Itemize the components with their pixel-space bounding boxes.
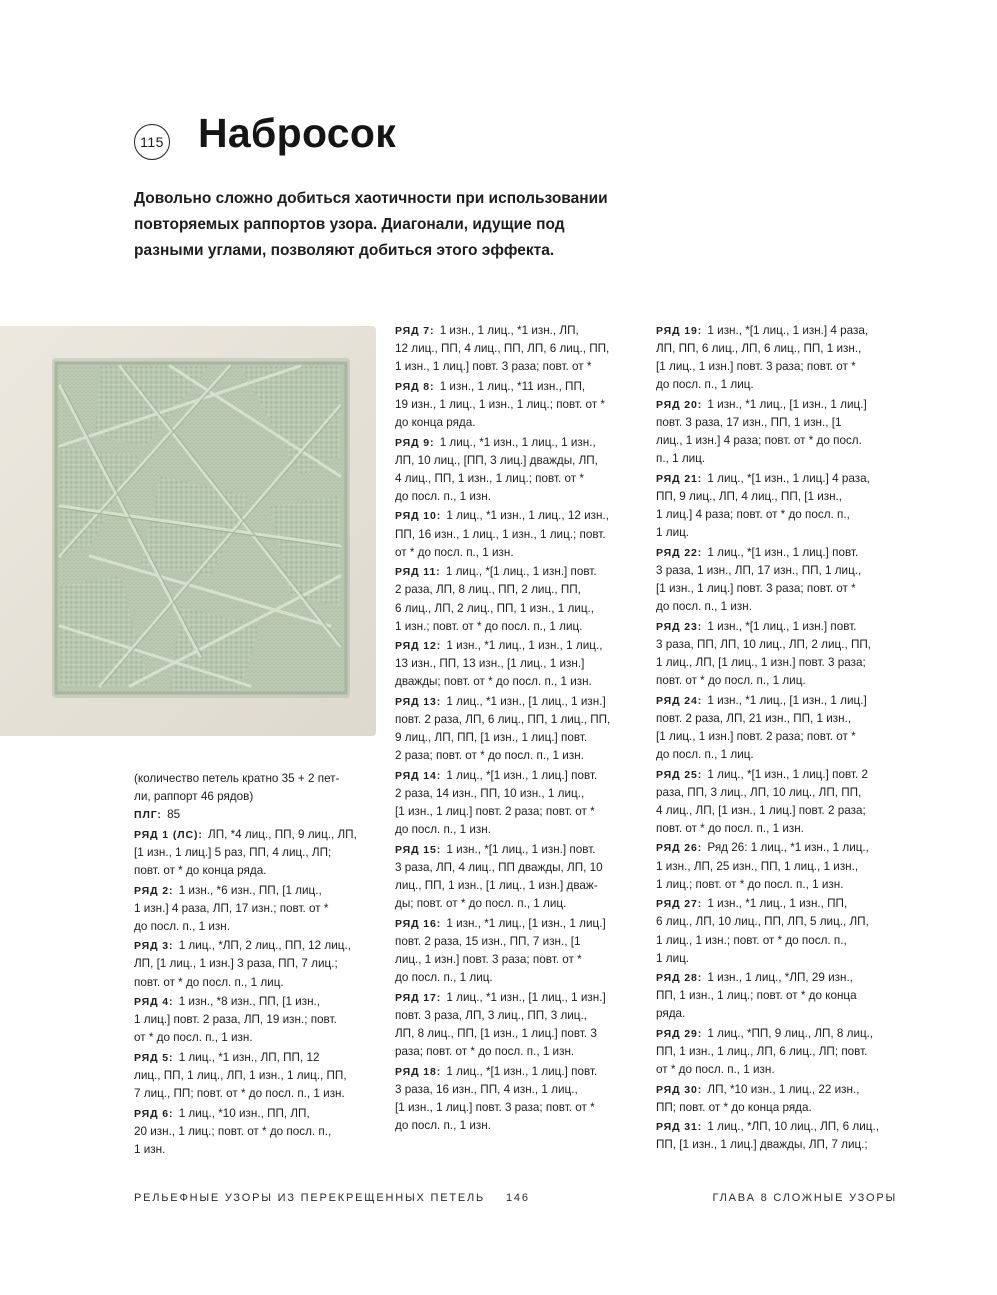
stitch-count-note: (количество петель кратно 35 + 2 пет- ли, раппорт 46 рядов) xyxy=(134,772,340,804)
instruction-row xyxy=(395,915,635,988)
row-label: РЯД 28: xyxy=(656,972,703,985)
row-text: 1 изн., *1 лиц., 1 изн., 1 лиц., 13 изн., ПП, 13 изн., [1 лиц., 1 изн.] дважды; повт. от * до посл. п., 1 изн. xyxy=(395,639,603,689)
pattern-number-badge xyxy=(134,124,170,160)
page-title: Набросок xyxy=(198,110,397,156)
instruction-row xyxy=(395,767,635,840)
row-text: 1 изн., *6 изн., ПП, [1 лиц., 1 изн.] 4 раза, ЛП, 17 изн.; повт. от * до посл. п., 1 изн. xyxy=(134,883,329,933)
instruction-row xyxy=(395,507,635,561)
row-text: 1 изн., *[1 лиц., 1 изн.] повт. 3 раза, ЛП, 4 лиц., ПП дважды, ЛП, 10 лиц., ПП, 1 изн., [1 лиц., 1 изн.] дваж- ды; повт. от * до посл. п., 1 лиц. xyxy=(395,842,603,911)
row-label: РЯД 14: xyxy=(395,769,442,782)
row-text: 1 лиц., *[1 лиц., 1 изн.] повт. 2 раза, ЛП, 8 лиц., ПП, 2 лиц., ПП, 6 лиц., ЛП, 2 лиц., ПП, 1 изн., 1 лиц., 1 изн.; повт. от * до посл. п., 1 лиц. xyxy=(395,565,597,633)
row-text: 1 лиц., *1 изн., [1 лиц., 1 изн.] повт. 3 раза, ЛП, 3 лиц., ПП, 3 лиц., ЛП, 8 лиц., ПП, [1 изн., 1 лиц.] повт. 3 раза; повт. от * до посл. п., 1 изн. xyxy=(395,990,606,1059)
row-text: 1 лиц., *1 изн., 1 лиц., 1 изн., ЛП, 10 лиц., [ПП, 3 лиц.] дважды, ЛП, 4 лиц., ПП, 1 изн., 1 лиц.; повт. от * до посл. п., 1 изн. xyxy=(395,435,598,503)
row-text: 1 изн., *1 лиц., [1 изн., 1 лиц.] повт. 3 раза, 17 изн., ПП, 1 изн., [1 лиц., 1 изн.] 4 раза; повт. от * до посл. п., 1 лиц. xyxy=(656,397,867,466)
instruction-row xyxy=(134,882,374,936)
row-label: РЯД 26: xyxy=(656,842,703,855)
row-label: РЯД 10: xyxy=(395,510,442,523)
instruction-row xyxy=(656,969,896,1023)
row-text: ЛП, *10 изн., 1 лиц., 22 изн., ПП; повт. от * до конца ряда. xyxy=(656,1082,860,1114)
instruction-row xyxy=(656,839,896,893)
row-text: 1 изн., 1 лиц., *1 изн., ЛП, 12 лиц., ПП, 4 лиц., ПП, ЛП, 6 лиц., ПП, 1 изн., 1 лиц.] повт. 3 раза; повт. от * xyxy=(395,324,610,374)
row-label: РЯД 19: xyxy=(656,325,703,337)
instruction-row xyxy=(656,766,896,839)
instruction-row xyxy=(395,989,635,1062)
instruction-row xyxy=(395,637,635,691)
knitted-swatch-photo xyxy=(0,326,376,736)
instruction-row xyxy=(656,544,896,617)
instruction-row xyxy=(656,1118,896,1154)
instruction-row xyxy=(656,1025,896,1079)
row-label: РЯД 23: xyxy=(656,620,703,633)
row-label: РЯД 29: xyxy=(656,1027,703,1040)
instruction-row xyxy=(395,841,635,914)
row-text: 1 лиц., *[1 изн., 1 лиц.] повт. 2 раза, ПП, 3 лиц., ЛП, 10 лиц., ЛП, ПП, 4 лиц., ЛП, [1 изн., 1 лиц.] повт. 2 раза; повт. от * до посл. п., 1 изн. xyxy=(656,767,868,835)
knitted-swatch-illustration xyxy=(0,326,376,736)
instruction-row xyxy=(395,563,635,636)
row-label: РЯД 17: xyxy=(395,991,442,1004)
footer-page-number: 146 xyxy=(506,1192,530,1204)
row-text: 1 изн., 1 лиц., *ЛП, 29 изн., ПП, 1 изн., 1 лиц.; повт. от * до конца ряда. xyxy=(656,971,857,1021)
row-label: РЯД 16: xyxy=(395,917,442,930)
row-label: РЯД 9: xyxy=(395,436,435,449)
row-text: 1 лиц., *ЛП, 2 лиц., ПП, 12 лиц., ЛП, [1 лиц., 1 изн.] 3 раза, ПП, 7 лиц.; повт. от * до посл. п., 1 лиц. xyxy=(134,939,351,989)
instruction-row xyxy=(656,396,896,469)
instruction-row xyxy=(395,322,635,376)
instruction-row xyxy=(656,692,896,765)
row-text: 1 изн., *[1 лиц., 1 изн.] 4 раза, ЛП, ПП, 6 лиц., ЛП, 6 лиц., ПП, 1 изн., [1 лиц., 1 изн.] повт. 3 раза; повт. от * до посл. п., 1 лиц. xyxy=(656,324,869,392)
instruction-row xyxy=(656,895,896,968)
row-text: 1 лиц., *10 изн., ПП, ЛП, 20 изн., 1 лиц.; повт. от * до посл. п., 1 изн. xyxy=(134,1106,332,1156)
row-label: РЯД 30: xyxy=(656,1083,703,1096)
row-text: 1 лиц., *[1 изн., 1 лиц.] повт. 3 раза, 16 изн., ПП, 4 изн., 1 лиц., [1 изн., 1 лиц.] повт. 3 раза; повт. от * до посл. п., 1 изн. xyxy=(395,1064,598,1132)
row-text: 1 изн., *[1 лиц., 1 изн.] повт. 3 раза, ПП, ЛП, 10 лиц., ЛП, 2 лиц., ПП, 1 лиц., ЛП, [1 лиц., 1 изн.] повт. 3 раза; повт. от * до посл. п., 1 лиц. xyxy=(656,619,872,688)
row-text: Ряд 26: 1 лиц., *1 изн., 1 лиц., 1 изн., ЛП, 25 изн., ПП, 1 лиц., 1 изн., 1 лиц.; повт. от * до посл. п., 1 изн. xyxy=(656,841,869,891)
pattern-number: 115 xyxy=(140,134,164,150)
row-label: РЯД 24: xyxy=(656,694,703,707)
instruction-row xyxy=(134,937,374,991)
row-text: 1 лиц., *1 изн., 1 лиц., 12 изн., ПП, 16 изн., 1 лиц., 1 изн., 1 лиц.; повт. от * до посл. п., 1 изн. xyxy=(395,509,609,559)
intro-paragraph: Довольно сложно добиться хаотичности при использовании повторяемых раппортов узора. Диагонали, идущие под разными углами, позволяют добиться этого эффекта. xyxy=(134,190,608,259)
instructions-column-middle xyxy=(395,322,635,1136)
row-label: РЯД 15: xyxy=(395,843,442,856)
row-text: 1 лиц., *1 изн., ЛП, ПП, 12 лиц., ПП, 1 лиц., ЛП, 1 изн., 1 лиц., ПП, 7 лиц., ПП; повт. от * до посл. п., 1 изн. xyxy=(134,1050,347,1101)
instruction-row xyxy=(656,618,896,691)
row-text: 85 xyxy=(167,808,181,822)
row-text: 1 изн., *8 изн., ПП, [1 изн., 1 лиц.] повт. 2 раза, ЛП, 19 изн.; повт. от * до посл. п., 1 изн. xyxy=(134,995,337,1045)
row-label: РЯД 11: xyxy=(395,566,441,579)
row-text: 1 лиц., *1 изн., [1 лиц., 1 изн.] повт. 2 раза, ЛП, 6 лиц., ПП, 1 лиц., ПП, 9 лиц., ЛП, ПП, [1 изн., 1 лиц.] повт. 2 раза; повт. от * до посл. п., 1 изн. xyxy=(395,694,611,763)
footer-chapter: ГЛАВА 8 СЛОЖНЫЕ УЗОРЫ xyxy=(712,1192,897,1204)
row-label: РЯД 5: xyxy=(134,1051,174,1064)
instructions-column-left xyxy=(134,770,374,1160)
row-text: ЛП, *4 лиц., ПП, 9 лиц., ЛП, [1 изн., 1 лиц.] 5 раз, ПП, 4 лиц., ЛП; повт. от * до конца ряда. xyxy=(134,827,357,878)
row-label: РЯД 25: xyxy=(656,768,703,781)
instruction-row xyxy=(134,826,374,880)
instruction-row xyxy=(134,993,374,1047)
instruction-row xyxy=(395,378,635,432)
instruction-row xyxy=(134,806,374,824)
footer-section-title: РЕЛЬЕФНЫЕ УЗОРЫ ИЗ ПЕРЕКРЕЩЕННЫХ ПЕТЕЛЬ xyxy=(134,1192,486,1204)
row-text: 1 изн., 1 лиц., *11 изн., ПП, 19 изн., 1 лиц., 1 изн., 1 лиц.; повт. от * до конца ряда. xyxy=(395,379,605,430)
instructions-column-right xyxy=(656,322,896,1156)
row-label: РЯД 13: xyxy=(395,695,442,708)
instruction-row xyxy=(134,1049,374,1103)
row-label: ПЛГ: xyxy=(134,809,162,822)
instruction-row xyxy=(395,1063,635,1136)
row-label: РЯД 27: xyxy=(656,898,703,911)
row-label: РЯД 2: xyxy=(134,884,174,897)
row-text: 1 изн., *1 лиц., [1 изн., 1 лиц.] повт. 2 раза, ЛП, 21 изн., ПП, 1 изн., [1 лиц., 1 изн.] повт. 2 раза; повт. от * до посл. п., 1 лиц. xyxy=(656,693,867,762)
row-text: 1 лиц., *[1 изн., 1 лиц.] повт. 2 раза, 14 изн., ПП, 10 изн., 1 лиц., [1 изн., 1 лиц.] повт. 2 раза; повт. от * до посл. п., 1 изн. xyxy=(395,768,598,837)
row-label: РЯД 20: xyxy=(656,398,703,411)
row-label: РЯД 21: xyxy=(656,472,703,485)
instruction-row xyxy=(656,322,896,395)
row-text: 1 лиц., *[1 изн., 1 лиц.] 4 раза, ПП, 9 лиц., ЛП, 4 лиц., ПП, [1 изн., 1 лиц.] 4 раза; повт. от * до посл. п., 1 лиц. xyxy=(656,471,870,540)
row-label: РЯД 4: xyxy=(134,996,174,1009)
row-label: РЯД 8: xyxy=(395,380,435,393)
row-text: 1 изн., *1 лиц., [1 изн., 1 лиц.] повт. 2 раза, 15 изн., ПП, 7 изн., [1 лиц., 1 изн.] повт. 3 раза; повт. от * до посл. п., 1 лиц. xyxy=(395,916,606,985)
row-text: 1 изн., *1 лиц., 1 изн., ПП, 6 лиц., ЛП, 10 лиц., ПП, ЛП, 5 лиц., ЛП, 1 лиц., 1 изн.; повт. от * до посл. п., 1 лиц. xyxy=(656,897,869,965)
instruction-row xyxy=(656,1081,896,1117)
row-label: РЯД 1 (ЛС): xyxy=(134,828,203,841)
row-text: 1 лиц., *[1 изн., 1 лиц.] повт. 3 раза, 1 изн., ЛП, 17 изн., ПП, 1 лиц., [1 изн., 1 лиц.] повт. 3 раза; повт. от * до посл. п., 1 изн. xyxy=(656,545,862,614)
row-label: РЯД 18: xyxy=(395,1065,442,1078)
row-text: 1 лиц., *ПП, 9 лиц., ЛП, 8 лиц., ПП, 1 изн., 1 лиц., ЛП, 6 лиц., ЛП; повт. от * до посл. п., 1 изн. xyxy=(656,1026,874,1077)
row-label: РЯД 12: xyxy=(395,640,442,653)
row-label: РЯД 6: xyxy=(134,1107,174,1120)
instruction-row xyxy=(656,470,896,543)
instruction-row xyxy=(134,1105,374,1159)
row-label: РЯД 7: xyxy=(395,325,435,337)
row-text: 1 лиц., *ЛП, 10 лиц., ЛП, 6 лиц., ПП, [1 изн., 1 лиц.] дважды, ЛП, 7 лиц.; xyxy=(656,1120,879,1152)
instruction-row xyxy=(395,434,635,507)
row-label: РЯД 22: xyxy=(656,546,703,559)
row-label: РЯД 31: xyxy=(656,1121,703,1134)
row-label: РЯД 3: xyxy=(134,940,174,953)
instruction-row xyxy=(395,693,635,766)
